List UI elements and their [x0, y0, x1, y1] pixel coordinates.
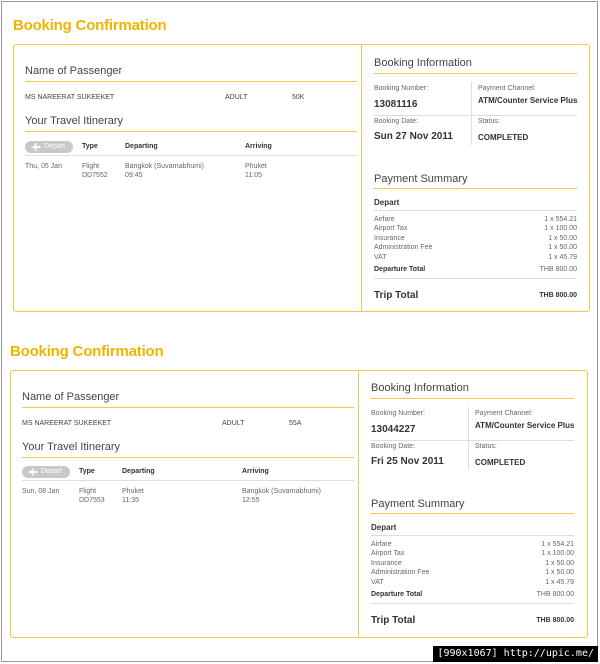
- payment-item-value: 1 x 50.00: [548, 244, 577, 251]
- payment-item-label: Insurance: [374, 235, 405, 242]
- airplane-icon: [27, 468, 38, 476]
- flight-date: Thu, 05 Jan: [25, 163, 62, 170]
- payment-item-value: 1 x 554.21: [544, 216, 577, 223]
- trip-total-value: THB 800.00: [536, 617, 574, 624]
- payment-item-value: 1 x 100.00: [541, 550, 574, 557]
- col-departing-header: Departing: [122, 468, 155, 475]
- booking-date-label: Booking Date:: [374, 118, 418, 125]
- booking-number-label: Booking Number:: [374, 85, 429, 92]
- arrival-time: 12:55: [242, 497, 260, 504]
- booking-block-2: [0, 325, 600, 645]
- flight-number: DD7553: [79, 497, 105, 504]
- itinerary-heading: Your Travel Itinerary: [22, 441, 121, 453]
- booking-date: Fri 25 Nov 2011: [371, 456, 444, 467]
- heading-rule: [25, 81, 357, 82]
- info-divider: [468, 407, 469, 470]
- heading-rule: [22, 457, 354, 458]
- heading-rule: [371, 513, 574, 514]
- flight-type: Flight: [82, 163, 100, 170]
- flight-type: Flight: [79, 488, 97, 495]
- payment-item-value: 1 x 50.00: [545, 560, 574, 567]
- flight-number: DD7552: [82, 172, 108, 179]
- column-divider: [361, 45, 362, 311]
- depart-badge-label: Depart: [44, 143, 66, 150]
- status-badge: COMPLETED: [478, 133, 529, 142]
- depart-badge: [25, 141, 73, 153]
- departure-total-value: THB 800.00: [536, 591, 574, 598]
- payment-item-value: 1 x 45.79: [545, 579, 574, 586]
- payment-item-label: VAT: [374, 254, 387, 261]
- booking-card: [13, 44, 590, 312]
- payment-item-value: 1 x 45.79: [548, 254, 577, 261]
- booking-date: Sun 27 Nov 2011: [374, 131, 453, 142]
- payment-channel-label: Payment Channel:: [478, 85, 536, 92]
- booking-info-heading: Booking Information: [374, 57, 472, 69]
- flight-date: Sun, 08 Jan: [22, 488, 60, 495]
- status-badge: COMPLETED: [475, 458, 526, 467]
- payment-item-label: Insurance: [371, 560, 402, 567]
- heading-rule: [374, 73, 577, 74]
- departure-place: Phuket: [122, 488, 144, 495]
- passenger-name: MS NAREERAT SUKEEKET: [22, 420, 112, 427]
- trip-total-label: Trip Total: [374, 290, 419, 301]
- info-rule: [374, 115, 577, 116]
- payment-channel: ATM/Counter Service Plus: [475, 421, 575, 430]
- column-divider: [358, 371, 359, 637]
- col-type-header: Type: [82, 143, 98, 150]
- arrival-place: Phuket: [245, 163, 267, 170]
- booking-date-label: Booking Date:: [371, 443, 415, 450]
- payment-section-label: Depart: [371, 523, 397, 532]
- table-rule: [22, 480, 354, 481]
- passenger-heading: Name of Passenger: [25, 65, 123, 77]
- passenger-seat: 50K: [292, 94, 305, 101]
- heading-rule: [25, 131, 357, 132]
- arrival-place: Bangkok (Suvarnabhumi): [242, 488, 321, 495]
- payment-item-label: Administration Fee: [371, 569, 430, 576]
- table-rule: [25, 155, 357, 156]
- passenger-type: ADULT: [225, 94, 248, 101]
- departure-time: 11:35: [122, 497, 139, 504]
- airplane-icon: [30, 143, 41, 151]
- col-arriving-header: Arriving: [245, 143, 272, 150]
- watermark-text: [990x1067] http://upic.me/: [437, 648, 594, 659]
- info-divider: [471, 82, 472, 145]
- info-rule: [371, 440, 574, 441]
- payment-item-label: Administration Fee: [374, 244, 433, 251]
- payment-item-value: 1 x 50.00: [548, 235, 577, 242]
- depart-badge-label: Depart: [41, 468, 63, 475]
- payment-summary-heading: Payment Summary: [374, 173, 468, 185]
- booking-info-heading: Booking Information: [371, 382, 469, 394]
- booking-card: [10, 370, 588, 638]
- payment-item-label: Airfare: [374, 216, 395, 223]
- payment-rule: [371, 603, 574, 604]
- booking-number: 13044227: [371, 424, 416, 435]
- trip-total-label: Trip Total: [371, 615, 416, 626]
- payment-item-label: Airport Tax: [371, 550, 405, 557]
- payment-item-label: Airport Tax: [374, 225, 408, 232]
- departure-time: 09:45: [125, 172, 143, 179]
- payment-channel: ATM/Counter Service Plus: [478, 96, 578, 105]
- passenger-type: ADULT: [222, 420, 245, 427]
- payment-summary-heading: Payment Summary: [371, 498, 465, 510]
- payment-item-value: 1 x 50.00: [545, 569, 574, 576]
- status-label: Status:: [475, 443, 497, 450]
- booking-number-label: Booking Number:: [371, 410, 426, 417]
- departure-place: Bangkok (Suvarnabhumi): [125, 163, 204, 170]
- status-label: Status:: [478, 118, 500, 125]
- col-departing-header: Departing: [125, 143, 158, 150]
- payment-channel-label: Payment Channel:: [475, 410, 533, 417]
- depart-badge: [22, 466, 70, 478]
- passenger-heading: Name of Passenger: [22, 391, 120, 403]
- passenger-name: MS NAREERAT SUKEEKET: [25, 94, 115, 101]
- payment-item-value: 1 x 100.00: [544, 225, 577, 232]
- payment-item-label: Airfare: [371, 541, 392, 548]
- watermark-badge: [433, 646, 598, 662]
- payment-item-value: 1 x 554.21: [541, 541, 574, 548]
- departure-total-label: Departure Total: [371, 591, 423, 598]
- heading-rule: [374, 188, 577, 189]
- col-type-header: Type: [79, 468, 95, 475]
- col-arriving-header: Arriving: [242, 468, 269, 475]
- itinerary-heading: Your Travel Itinerary: [25, 115, 124, 127]
- heading-rule: [22, 407, 354, 408]
- booking-number: 13081116: [374, 99, 418, 110]
- heading-rule: [371, 398, 574, 399]
- booking-title: Booking Confirmation: [13, 17, 167, 34]
- arrival-time: 11:05: [245, 172, 262, 179]
- payment-rule: [371, 535, 574, 536]
- booking-title: Booking Confirmation: [10, 343, 164, 360]
- trip-total-value: THB 800.00: [539, 292, 577, 299]
- passenger-seat: 55A: [289, 420, 302, 427]
- payment-section-label: Depart: [374, 198, 400, 207]
- departure-total-label: Departure Total: [374, 266, 426, 273]
- payment-rule: [374, 278, 577, 279]
- payment-item-label: VAT: [371, 579, 384, 586]
- booking-block-1: [0, 0, 600, 320]
- payment-rule: [374, 210, 577, 211]
- departure-total-value: THB 800.00: [539, 266, 577, 273]
